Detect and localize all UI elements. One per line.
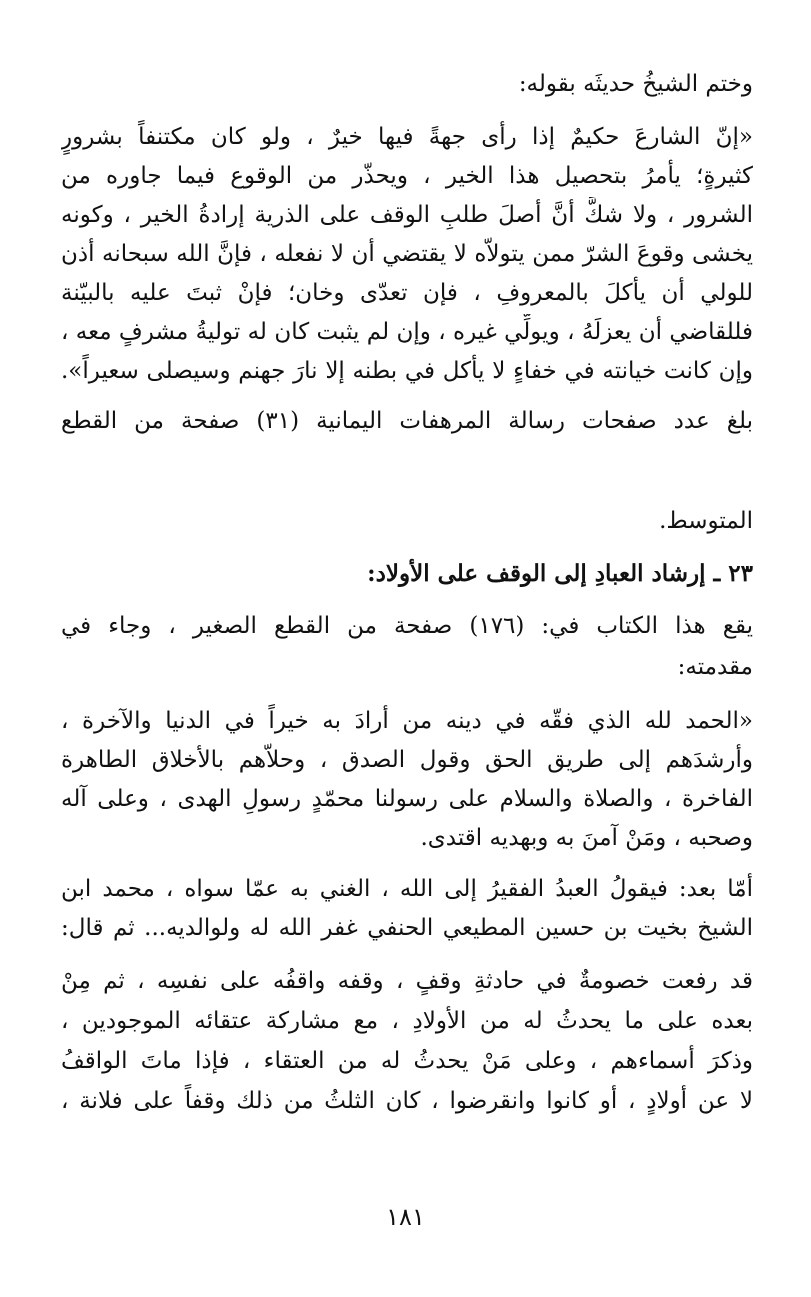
text-line: وذكرَ أسماءهم ، وعلى مَنْ يحدثُ له من العتقاء ، فإذا ماتَ الواقفُ xyxy=(61,1048,753,1074)
text-line: مقدمته: xyxy=(677,654,753,680)
text-line: لا عن أولادٍ ، أو كانوا وانقرضوا ، كان الثلثُ من ذلك وقفاً على فلانة ، xyxy=(61,1088,753,1114)
text-line: المتوسط. xyxy=(659,508,753,534)
text-line: وختم الشيخُ حديثَه بقوله: xyxy=(518,71,753,97)
text-line: الفاخرة ، والصلاة والسلام على رسولنا محمّدٍ رسولِ الهدى ، وعلى آله xyxy=(61,786,753,812)
text-line: وإن كانت خيانته في خفاءٍ لا يأكل في بطنه إلا نارَ جهنم وسيصلى سعيراً». xyxy=(61,358,753,384)
text-line: للولي أن يأكلَ بالمعروفِ ، فإن تعدّى وخان؛ فإنْ ثبتَ عليه بالبيّنة xyxy=(61,280,753,306)
text-line: أمّا بعد: فيقولُ العبدُ الفقيرُ إلى الله ، الغني به عمّا سواه ، محمد ابن xyxy=(61,876,753,902)
page-number: ١٨١ xyxy=(386,1203,425,1231)
text-line: فللقاضي أن يعزلَهُ ، ويولِّي غيره ، وإن لم يثبت كان له توليةُ مشرفٍ معه ، xyxy=(61,319,753,345)
text-line: يخشى وقوعَ الشرّ ممن يتولاّه لا يقتضي أن لا نفعله ، فإنَّ الله سبحانه أذن xyxy=(61,241,753,267)
text-line: «إنّ الشارعَ حكيمٌ إذا رأى جهةً فيها خيرٌ ، ولو كان مكتنفاً بشرورٍ xyxy=(61,124,753,150)
section-heading: ٢٣ ـ إرشاد العبادِ إلى الوقف على الأولاد: xyxy=(367,560,753,587)
text-line: الشرور ، ولا شكَّ أنَّ أصلَ طلبِ الوقف على الذرية إرادةُ الخير ، وكونه xyxy=(61,202,753,228)
text-line: بعده على ما يحدثُ له من الأولادِ ، مع مشاركة عتقائه الموجودين ، xyxy=(61,1008,753,1034)
text-line: بلغ عدد صفحات رسالة المرهفات اليمانية (٣١) صفحة من القطع xyxy=(61,408,753,434)
text-line: يقع هذا الكتاب في: (١٧٦) صفحة من القطع الصغير ، وجاء في xyxy=(61,613,753,639)
text-line: قد رفعت خصومةٌ في حادثةِ وقفٍ ، وقفه واقفُه على نفسِه ، ثم مِنْ xyxy=(61,968,753,994)
text-line: وأرشدَهم إلى طريق الحق وقول الصدق ، وحلاّهم بالأخلاق الطاهرة xyxy=(61,747,753,773)
text-line: كثيرةٍ؛ يأمرُ بتحصيل هذا الخير ، ويحذّر من الوقوع فيما جاوره من xyxy=(61,163,753,189)
text-line: وصحبه ، ومَنْ آمنَ به وبهديه اقتدى. xyxy=(420,825,753,851)
text-line: «الحمد لله الذي فقّه في دينه من أرادَ به خيراً في الدنيا والآخرة ، xyxy=(61,708,753,734)
text-line: الشيخ بخيت بن حسين المطيعي الحنفي غفر الله له ولوالديه... ثم قال: xyxy=(61,915,753,941)
